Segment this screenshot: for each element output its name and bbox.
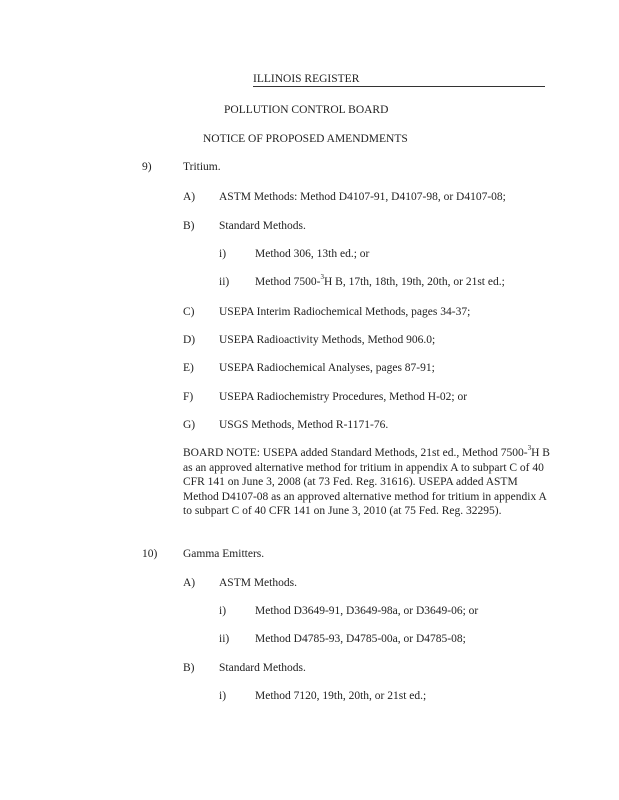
- item-10b-i-text: Method 7120, 19th, 20th, or 21st ed.;: [255, 690, 427, 702]
- board-note: BOARD NOTE: USEPA added Standard Methods, 21st ed., Method 7500-$^3$H B as an approved alternative method for tritium in appendix A to subpart C of 40 CFR 141 on June 3, 2008 (at 73 Fed. Reg. 31616). USEPA added ASTM Method D4107-08 as an approved alternative method for tritium in appendix A to subpart C of 40 CFR 141 on June 3, 2010 (at 75 Fed. Reg. 32295).: [183, 444, 550, 517]
- header-rule: [253, 86, 545, 87]
- item-10a-ii-text: Method D4785-93, D4785-00a, or D4785-08;: [255, 633, 466, 645]
- item-9-number: 9): [142, 161, 152, 173]
- board-title: POLLUTION CONTROL BOARD: [224, 104, 389, 116]
- item-9g-letter: G): [183, 419, 196, 431]
- item-9-title: Tritium.: [183, 161, 221, 173]
- item-9d-text: USEPA Radioactivity Methods, Method 906.0;: [219, 334, 436, 346]
- item-10-number: 10): [142, 548, 158, 560]
- item-9e-letter: E): [183, 362, 194, 374]
- item-9d-letter: D): [183, 334, 196, 346]
- item-10b-i-roman: i): [219, 690, 227, 702]
- item-10a-i-text: Method D3649-91, D3649-98a, or D3649-06; or: [255, 605, 479, 617]
- item-9a-text: ASTM Methods: Method D4107-91, D4107-98, or D4107-08;: [219, 191, 506, 203]
- item-9e-text: USEPA Radiochemical Analyses, pages 87-91;: [219, 362, 435, 374]
- item-9a-letter: A): [183, 191, 196, 203]
- item-9b-i-text: Method 306, 13th ed.; or: [255, 248, 370, 260]
- item-9g-text: USGS Methods, Method R-1171-76.: [219, 419, 389, 431]
- register-title: ILLINOIS REGISTER: [253, 73, 360, 85]
- item-10a-ii-roman: ii): [219, 633, 230, 645]
- item-9b-ii-text: Method 7500-$^3$H B, 17th, 18th, 19th, 20th, or 21st ed.;: [255, 273, 505, 288]
- item-10-title: Gamma Emitters.: [183, 548, 265, 560]
- item-9f-text: USEPA Radiochemistry Procedures, Method H-02; or: [219, 391, 468, 403]
- item-10b-letter: B): [183, 662, 195, 674]
- item-9b-ii-roman: ii): [219, 276, 230, 288]
- item-9c-text: USEPA Interim Radiochemical Methods, pages 34-37;: [219, 306, 471, 318]
- item-10a-text: ASTM Methods.: [219, 577, 297, 589]
- item-10a-i-roman: i): [219, 605, 227, 617]
- item-9c-letter: C): [183, 306, 195, 318]
- item-10b-text: Standard Methods.: [219, 662, 306, 674]
- item-10a-letter: A): [183, 577, 196, 589]
- item-9f-letter: F): [183, 391, 194, 403]
- item-9b-i-roman: i): [219, 248, 227, 260]
- superscript-3: 3: [320, 273, 324, 282]
- item-9b-letter: B): [183, 220, 195, 232]
- item-9b-text: Standard Methods.: [219, 220, 306, 232]
- superscript-3: 3: [527, 444, 532, 453]
- notice-title: NOTICE OF PROPOSED AMENDMENTS: [203, 133, 408, 145]
